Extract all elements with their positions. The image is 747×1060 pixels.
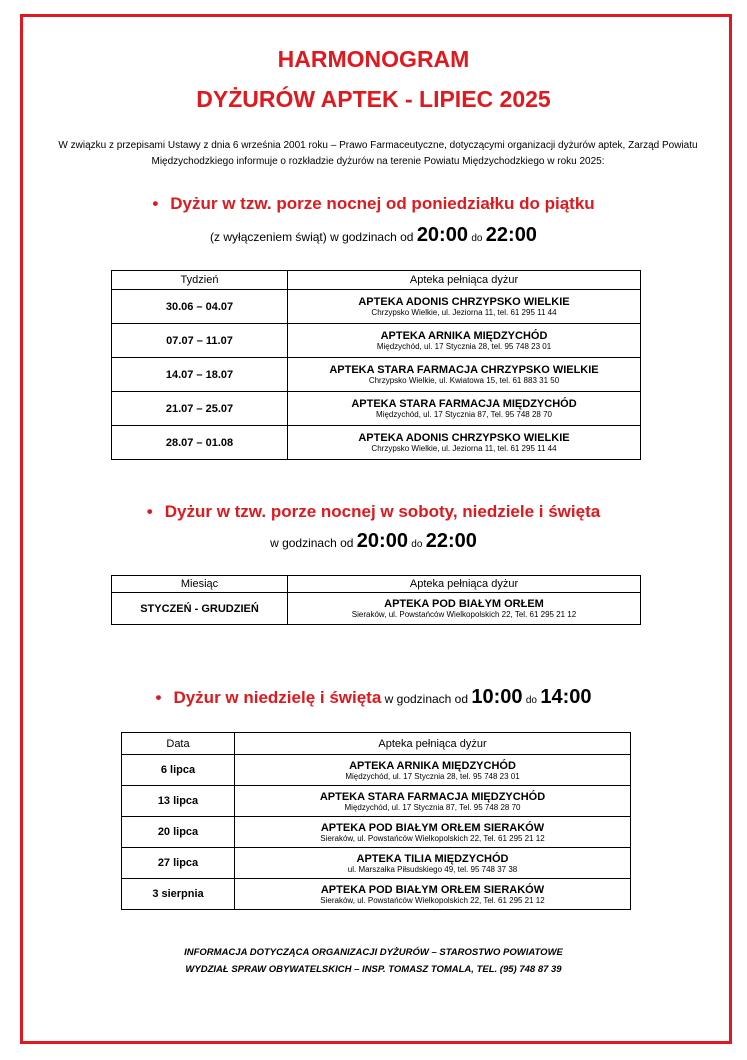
pharmacy-cell [288,290,641,324]
pharmacy-address: Sieraków, ul. Powstańców Wielkopolskich 22, Tel. 61 295 21 12 [351,610,577,619]
table-row [112,358,641,392]
pharmacy-address: Sieraków, ul. Powstańców Wielkopolskich 22, Tel. 61 295 21 12 [320,833,545,843]
footer-line-1: INFORMACJA DOTYCZĄCA ORGANIZACJI DYŻURÓW – STAROSTWO POWIATOWE [184,947,563,958]
intro-paragraph: W związku z przepisami Ustawy z dnia 6 września 2001 roku – Prawo Farmaceutyczne, dotyczącymi organizacji dyżurów aptek, Zarząd Powiatu Międzychodzkiego informuje o rozkładzie dyżurów na terenie Powiatu Międzychodzkiego w roku 2025: [58,140,698,167]
period-cell: 27 lipca [122,848,235,879]
table-row [122,755,631,786]
table-row [122,786,631,817]
period-cell: 14.07 – 18.07 [112,358,288,392]
table-row [112,426,641,460]
section1-to: 22:00 [485,224,537,246]
pharmacy-cell [235,879,631,910]
section1-hours [0,224,747,247]
pharmacy-name: APTEKA ADONIS CHRZYPSKO WIELKIE [358,296,570,308]
bullet-icon: • [155,688,162,707]
period-cell: 3 sierpnia [122,879,235,910]
section2-heading [0,502,747,522]
section3-table [121,732,631,910]
pharmacy-address: Chrzypsko Wielkie, ul. Kwiatowa 15, tel. 61 883 31 50 [368,376,560,385]
section2-do: do [411,539,423,550]
table-header-month: Miesiąc [112,576,288,593]
pharmacy-cell [235,817,631,848]
title-line-1: HARMONOGRAM [277,46,470,72]
section2-hours-prefix: w godzinach od [270,536,354,550]
table-row [122,817,631,848]
section2-heading-text: Dyżur w tzw. porze nocnej w soboty, niedziele i święta [164,502,601,521]
period-cell: 30.06 – 04.07 [112,290,288,324]
section1-heading [0,194,747,214]
period-cell: 07.07 – 11.07 [112,324,288,358]
pharmacy-cell [235,786,631,817]
section1-hours-prefix: (z wyłączeniem świąt) w godzinach od [210,230,414,244]
section3-to: 14:00 [540,686,592,708]
period-cell: 20 lipca [122,817,235,848]
bullet-icon: • [146,502,153,521]
section1-from: 20:00 [416,224,468,246]
table-row [122,848,631,879]
section1-heading-text: Dyżur w tzw. porze nocnej od poniedziałku do piątku [170,194,595,213]
table-header-pharmacy: Apteka pełniąca dyżur [288,576,641,593]
section3-heading-text: Dyżur w niedzielę i święta [173,688,382,707]
pharmacy-address: ul. Marszałka Piłsudskiego 49, tel. 95 748 37 38 [347,864,518,874]
pharmacy-address: Międzychód, ul. 17 Stycznia 28, tel. 95 748 23 01 [345,771,520,781]
pharmacy-cell [288,324,641,358]
period-cell: 13 lipca [122,786,235,817]
section2-from: 20:00 [356,530,408,552]
pharmacy-address: Międzychód, ul. 17 Stycznia 87, Tel. 95 748 28 70 [376,410,552,419]
section2-table [111,575,641,625]
section2-to: 22:00 [425,530,477,552]
table-header-pharmacy: Apteka pełniąca dyżur [235,733,631,755]
pharmacy-name: APTEKA STARA FARMACJA MIĘDZYCHÓD [351,398,577,410]
table-header-pharmacy: Apteka pełniąca dyżur [288,271,641,290]
pharmacy-cell [288,426,641,460]
pharmacy-cell [235,755,631,786]
table-row [112,324,641,358]
pharmacy-name: APTEKA ADONIS CHRZYPSKO WIELKIE [358,432,570,444]
pharmacy-address: Chrzypsko Wielkie, ul. Jeziorna 11, tel. 61 295 11 44 [371,444,557,453]
section1-do: do [471,233,483,244]
table-row [122,879,631,910]
pharmacy-name: APTEKA ARNIKA MIĘDZYCHÓD [380,330,548,342]
section2-hours [0,530,747,553]
pharmacy-name: APTEKA POD BIAŁYM ORŁEM SIERAKÓW [320,821,545,834]
pharmacy-name: APTEKA POD BIAŁYM ORŁEM [384,598,544,610]
pharmacy-cell [288,392,641,426]
pharmacy-cell [288,358,641,392]
table-row [112,392,641,426]
pharmacy-address: Sieraków, ul. Powstańców Wielkopolskich 22, Tel. 61 295 21 12 [320,895,545,905]
table-header-period: Tydzień [112,271,288,290]
period-cell: 21.07 – 25.07 [112,392,288,426]
pharmacy-address: Chrzypsko Wielkie, ul. Jeziorna 11, tel. 61 295 11 44 [371,308,557,317]
title-line-2: DYŻURÓW APTEK - LIPIEC 2025 [196,86,551,112]
period-cell: 6 lipca [122,755,235,786]
pharmacy-name: APTEKA POD BIAŁYM ORŁEM SIERAKÓW [320,883,545,896]
pharmacy-cell [288,593,641,625]
table-row [112,593,641,625]
pharmacy-address: Międzychód, ul. 17 Stycznia 28, tel. 95 748 23 01 [376,342,552,351]
pharmacy-name: APTEKA STARA FARMACJA CHRZYPSKO WIELKIE [329,364,599,376]
pharmacy-cell [235,848,631,879]
period-cell: STYCZEŃ - GRUDZIEŃ [112,593,288,625]
section3-hours-prefix: w godzinach od [384,692,469,706]
section3-heading [0,686,747,709]
pharmacy-name: APTEKA TILIA MIĘDZYCHÓD [356,852,509,865]
section1-table [111,270,641,460]
section3-do: do [525,695,537,706]
table-header-date: Data [122,733,235,755]
table-row [112,290,641,324]
pharmacy-name: APTEKA ARNIKA MIĘDZYCHÓD [349,759,516,772]
footer-info [0,944,747,978]
pharmacy-name: APTEKA STARA FARMACJA MIĘDZYCHÓD [319,790,546,803]
period-cell: 28.07 – 01.08 [112,426,288,460]
bullet-icon: • [152,194,159,213]
footer-line-2: WYDZIAŁ SPRAW OBYWATELSKICH – INSP. TOMASZ TOMALA, TEL. (95) 748 87 39 [185,964,562,975]
pharmacy-address: Międzychód, ul. 17 Stycznia 87, Tel. 95 748 28 70 [344,802,521,812]
section3-from: 10:00 [471,686,523,708]
